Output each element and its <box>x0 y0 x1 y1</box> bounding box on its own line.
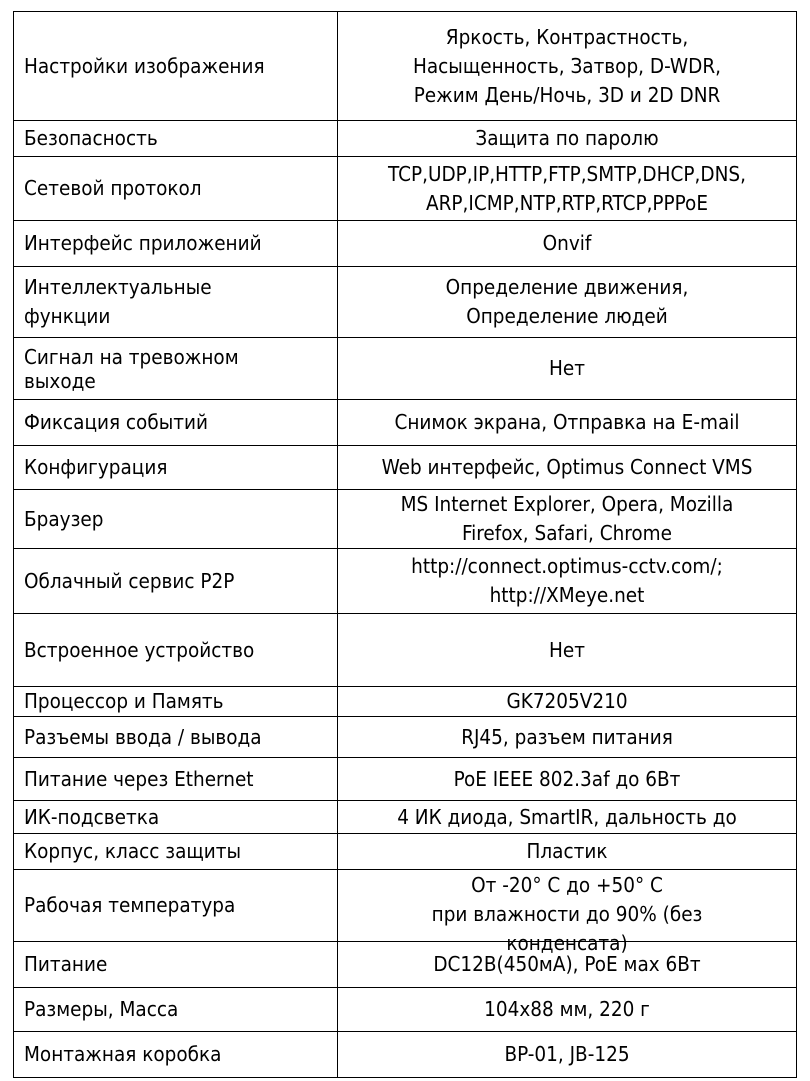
row-label: ИК-подсветка <box>14 801 338 834</box>
row-label: Сигнал на тревожном выходе <box>14 338 338 400</box>
table-row <box>14 988 797 1032</box>
row-value: BP-01, JB-125 <box>338 1032 797 1078</box>
table-row <box>14 1032 797 1078</box>
table-row <box>14 801 797 834</box>
specifications-table <box>13 11 797 1078</box>
row-value: От -20° С до +50° С при влажности до 90% (без конденсата) <box>338 870 797 942</box>
row-value: Снимок экрана, Отправка на E-mail <box>338 400 797 446</box>
row-label: Конфигурация <box>14 446 338 490</box>
table-row <box>14 758 797 801</box>
row-value: Нет <box>338 614 797 687</box>
row-value: MS Internet Explorer, Opera, Mozilla Firefox, Safari, Chrome <box>338 490 797 549</box>
row-value: GK7205V210 <box>338 687 797 717</box>
row-value: Web интерфейс, Optimus Connect VMS <box>338 446 797 490</box>
row-label: Питание через Ethernet <box>14 758 338 801</box>
row-value: RJ45, разъем питания <box>338 717 797 758</box>
row-label: Интерфейс приложений <box>14 221 338 267</box>
table-row <box>14 942 797 988</box>
row-value: DC12В(450мА), PoE мах 6Вт <box>338 942 797 988</box>
row-value: Защита по паролю <box>338 121 797 157</box>
table-row <box>14 490 797 549</box>
row-label: Встроенное устройство <box>14 614 338 687</box>
row-label: Рабочая температура <box>14 870 338 942</box>
row-value: Определение движения, Определение людей <box>338 267 797 338</box>
table-row <box>14 400 797 446</box>
row-label: Облачный сервис P2P <box>14 549 338 614</box>
table-row <box>14 687 797 717</box>
row-value: Onvif <box>338 221 797 267</box>
table-row <box>14 121 797 157</box>
row-value: Нет <box>338 338 797 400</box>
row-value: 4 ИК диода, SmartIR, дальность до <box>338 801 797 834</box>
row-label: Корпус, класс защиты <box>14 834 338 870</box>
table-row <box>14 12 797 121</box>
row-label: Безопасность <box>14 121 338 157</box>
row-value: 104х88 мм, 220 г <box>338 988 797 1032</box>
table-row <box>14 870 797 942</box>
row-label: Питание <box>14 942 338 988</box>
row-label: Браузер <box>14 490 338 549</box>
row-label: Фиксация событий <box>14 400 338 446</box>
row-label: Интеллектуальные функции <box>14 267 338 338</box>
table-row <box>14 614 797 687</box>
row-value: http://connect.optimus-cctv.com/; http://XMeye.net <box>338 549 797 614</box>
row-value: Яркость, Контрастность, Насыщенность, Затвор, D-WDR, Режим День/Ночь, 3D и 2D DNR <box>338 12 797 121</box>
table-row <box>14 267 797 338</box>
table-row <box>14 834 797 870</box>
row-value: PoE IEEE 802.3af до 6Вт <box>338 758 797 801</box>
row-label: Сетевой протокол <box>14 157 338 221</box>
row-label: Процессор и Память <box>14 687 338 717</box>
table-row <box>14 717 797 758</box>
table-row <box>14 338 797 400</box>
table-row <box>14 549 797 614</box>
table-row <box>14 221 797 267</box>
table-row <box>14 446 797 490</box>
row-label: Размеры, Масса <box>14 988 338 1032</box>
row-label: Монтажная коробка <box>14 1032 338 1078</box>
row-label: Разъемы ввода / вывода <box>14 717 338 758</box>
row-value: TCP,UDP,IP,HTTP,FTP,SMTP,DHCP,DNS, ARP,ICMP,NTP,RTP,RTCP,PPPoE <box>338 157 797 221</box>
row-value: Пластик <box>338 834 797 870</box>
table-row <box>14 157 797 221</box>
row-label: Настройки изображения <box>14 12 338 121</box>
